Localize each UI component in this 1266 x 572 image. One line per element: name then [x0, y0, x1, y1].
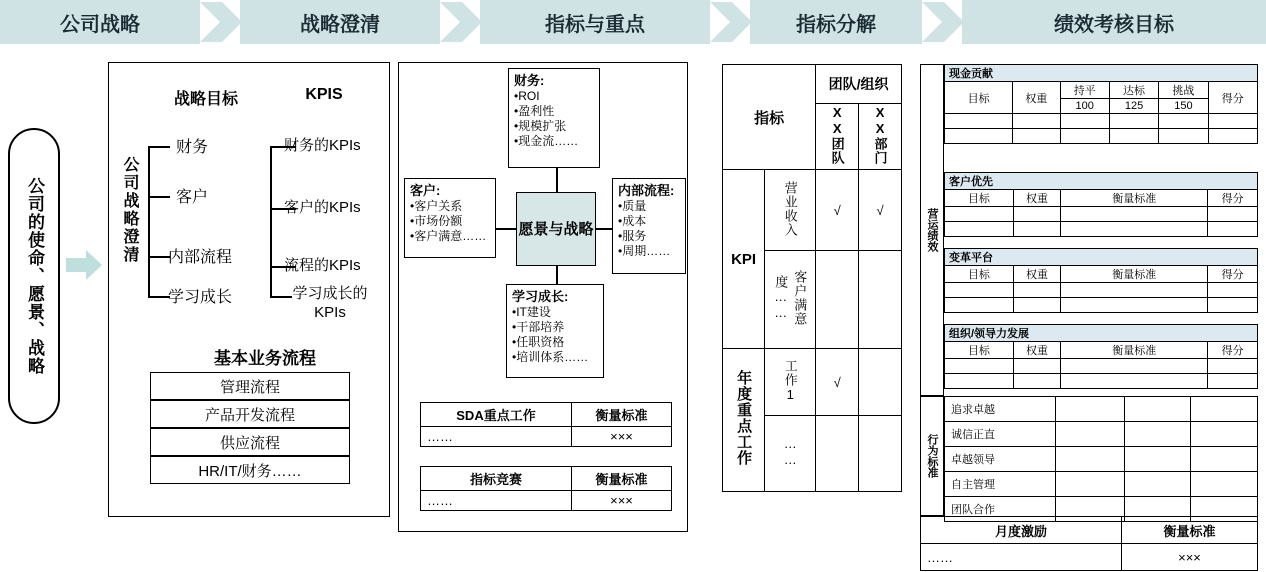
behavior-4: 自主管理 [945, 472, 1056, 497]
banner-step-3 [480, 0, 710, 44]
process-row-3-label: 供应流程 [219, 434, 280, 452]
process-row-2 [150, 400, 350, 428]
learning-item-3: •任职资格 [512, 335, 565, 349]
sda-cell-1: …… [421, 427, 572, 447]
cash-sub-2: 100 [1060, 99, 1109, 114]
banner-step-4 [750, 0, 922, 44]
banner-step-5 [962, 0, 1266, 44]
cust-data-row-2 [945, 222, 1258, 237]
finance-item-3: •规模扩张 [514, 119, 567, 133]
banner-step-2-label: 战略澄清 [300, 13, 380, 36]
behavior-1: 追求卓越 [945, 397, 1056, 422]
contest-data-row [421, 491, 672, 511]
process-banner [0, 0, 1266, 44]
banner-arrow-4-icon [922, 2, 964, 42]
decomp-item-satisfaction [765, 251, 816, 349]
decomp-header-row-1 [723, 65, 902, 104]
mission-vision-strategy-box [8, 128, 60, 424]
trans-h-1: 权重 [1013, 266, 1061, 283]
flow-arrow-icon [66, 250, 102, 280]
trans-data-row-1 [945, 283, 1258, 298]
operational-performance-side [920, 64, 944, 396]
cash-h-4: 挑战 [1159, 82, 1208, 99]
org-data-row-2 [945, 374, 1258, 389]
connector-learning [556, 266, 558, 284]
cash-title: 现金贡献 [945, 65, 1258, 82]
sda-data-row [421, 427, 672, 447]
process-row-1 [150, 372, 350, 400]
panel2-side-label: 公司战略澄清 [121, 156, 138, 264]
cust-header-row [945, 190, 1258, 207]
banner-step-5-label: 绩效考核目标 [1054, 13, 1174, 36]
org-title: 组织/领导力发展 [945, 325, 1258, 342]
trans-h-2: 衡量标准 [1061, 266, 1208, 283]
decomp-col-team-org: 团队/组织 [816, 65, 902, 104]
panel2-goal-1: 财务 [176, 139, 209, 156]
finance-title: 财务: [514, 73, 545, 88]
decomp-item-work1-label: 工作1 [782, 358, 798, 403]
connector-finance [556, 168, 558, 192]
decomp-work1-team: √ [816, 349, 859, 416]
org-title-row [945, 325, 1258, 342]
panel2-kpi-2: 客户的KPIs [284, 199, 361, 216]
internal-item-1: •质量 [618, 199, 647, 213]
operational-performance-label: 营运绩效 [926, 208, 938, 252]
decomp-revenue-team: √ [816, 170, 859, 251]
monthly-header-row [921, 517, 1258, 544]
decomp-item-work2-label: …… [782, 436, 798, 469]
panel2-row1-tick [148, 146, 170, 148]
cash-h-1: 权重 [1013, 82, 1060, 114]
internal-item-4: •周期…… [618, 244, 671, 258]
decomp-item-work2 [765, 416, 816, 492]
behavior-3: 卓越领导 [945, 447, 1056, 472]
contest-cell-1: …… [421, 491, 572, 511]
monthly-header-1: 月度激励 [921, 517, 1122, 544]
org-header-row [945, 342, 1258, 359]
panel2-goal-3: 内部流程 [168, 249, 233, 266]
trans-h-3: 得分 [1208, 266, 1258, 283]
vision-label: 愿景与战略 [518, 220, 594, 238]
cust-title-row [945, 173, 1258, 190]
learning-growth-box [506, 284, 604, 378]
cust-h-2: 衡量标准 [1061, 190, 1208, 207]
banner-arrow-1-icon [200, 2, 242, 42]
customer-item-3: •客户满意…… [410, 229, 487, 243]
decomp-group-annual [723, 349, 765, 492]
decomp-work2-team [816, 416, 859, 492]
behavior-row-3 [945, 447, 1258, 472]
customer-item-1: •客户关系 [410, 199, 463, 213]
contest-header-1: 指标竞赛 [421, 467, 572, 491]
cust-h-1: 权重 [1013, 190, 1061, 207]
decomp-item-satisfaction-label: 客户满意度…… [773, 270, 808, 326]
learning-item-4: •培训体系…… [512, 350, 589, 364]
behavior-row-2 [945, 422, 1258, 447]
sda-cell-2: ××× [572, 427, 672, 447]
panel2-row4-tick [148, 296, 170, 298]
process-row-4-label: HR/IT/财务…… [198, 462, 302, 480]
trans-h-0: 目标 [945, 266, 1014, 283]
metric-contest-table [420, 466, 672, 511]
monthly-data-row [921, 544, 1258, 571]
monthly-incentive-table [920, 516, 1258, 571]
internal-title: 内部流程: [618, 183, 675, 198]
cust-title: 客户优先 [945, 173, 1258, 190]
behavior-5: 团队合作 [945, 497, 1056, 522]
panel2-goal-4: 学习成长 [168, 289, 233, 306]
decomp-col-team [816, 104, 859, 170]
process-row-2-label: 产品开发流程 [204, 406, 295, 424]
cash-h-2: 持平 [1060, 82, 1109, 99]
decomposition-table [722, 64, 902, 492]
cash-h-3: 达标 [1109, 82, 1158, 99]
panel2-row3-tick [148, 256, 170, 258]
internal-item-2: •成本 [618, 214, 647, 228]
decomp-work2-dept [859, 416, 902, 492]
cash-data-row-2 [945, 129, 1258, 144]
decomp-col-dept-label: XX部门 [872, 105, 888, 165]
trans-title: 变革平台 [945, 249, 1258, 266]
banner-step-1-label: 公司战略 [60, 13, 140, 36]
sda-header-row [421, 403, 672, 427]
contest-cell-2: ××× [572, 491, 672, 511]
behavior-standard-label: 行为标准 [926, 434, 938, 478]
customer-item-2: •市场份额 [410, 214, 463, 228]
panel2-kpi-3: 流程的KPIs [284, 257, 361, 274]
behavior-2: 诚信正直 [945, 422, 1056, 447]
decomp-row-kpi-1 [723, 170, 902, 251]
learning-item-2: •干部培养 [512, 320, 565, 334]
org-h-2: 衡量标准 [1061, 342, 1208, 359]
connector-customer [496, 228, 516, 230]
cash-header-row [945, 82, 1258, 99]
banner-step-4-label: 指标分解 [796, 13, 876, 36]
decomp-revenue-dept: √ [859, 170, 902, 251]
trans-title-row [945, 249, 1258, 266]
decomp-item-revenue-label: 营业收入 [782, 180, 798, 237]
section-transformation-platform [944, 248, 1258, 313]
cash-data-row-1 [945, 114, 1258, 129]
section-customer-first [944, 172, 1258, 237]
org-h-3: 得分 [1208, 342, 1258, 359]
behavior-row-1 [945, 397, 1258, 422]
connector-internal [596, 228, 612, 230]
panel2-row4-tick2 [270, 296, 292, 298]
internal-process-box [612, 178, 686, 274]
decomp-group-kpi: KPI [723, 170, 765, 349]
banner-arrow-3-icon [710, 2, 752, 42]
cash-h-0: 目标 [945, 82, 1013, 114]
decomp-col-team-label: XX团队 [829, 105, 845, 165]
cash-sub-3: 125 [1109, 99, 1158, 114]
decomp-group-annual-label: 年度重点工作 [735, 370, 753, 466]
decomp-row-work-1 [723, 349, 902, 416]
behavior-row-4 [945, 472, 1258, 497]
section-org-leadership [944, 324, 1258, 389]
contest-header-row [421, 467, 672, 491]
org-h-1: 权重 [1013, 342, 1061, 359]
panel2-col2-header: KPIS [305, 86, 343, 103]
panel2-kpi-1: 财务的KPIs [284, 137, 361, 154]
cust-h-0: 目标 [945, 190, 1014, 207]
decomp-col-dept [859, 104, 902, 170]
learning-title: 学习成长: [512, 289, 569, 304]
monthly-header-2: 衡量标准 [1122, 517, 1258, 544]
cust-data-row-1 [945, 207, 1258, 222]
process-row-1-label: 管理流程 [219, 378, 280, 396]
section-cash-contribution [944, 64, 1258, 144]
behavior-table [944, 396, 1258, 522]
banner-step-1 [0, 0, 200, 44]
panel2-spine [148, 146, 150, 298]
process-row-3 [150, 428, 350, 456]
finance-item-4: •现金流…… [514, 134, 579, 148]
contest-header-2: 衡量标准 [572, 467, 672, 491]
learning-item-1: •IT建设 [512, 305, 551, 319]
behavior-standard-side [920, 396, 944, 516]
sda-header-2: 衡量标准 [572, 403, 672, 427]
customer-box [404, 178, 496, 258]
sda-key-work-table [420, 402, 672, 447]
monthly-cell-1: …… [921, 544, 1122, 571]
decomp-item-work1 [765, 349, 816, 416]
cash-sub-4: 150 [1159, 99, 1208, 114]
decomp-satisfaction-team [816, 251, 859, 349]
mission-label: 公司的使命、愿景、战略 [25, 177, 44, 375]
process-row-4 [150, 456, 350, 484]
org-h-0: 目标 [945, 342, 1014, 359]
decomp-satisfaction-dept [859, 251, 902, 349]
panel2-process-title: 基本业务流程 [214, 349, 316, 368]
panel2-col1-header: 战略目标 [173, 91, 238, 108]
finance-item-1: •ROI [514, 89, 540, 103]
decomp-work1-dept [859, 349, 902, 416]
panel2-goal-2: 客户 [176, 189, 209, 206]
finance-item-2: •盈利性 [514, 104, 555, 118]
decomp-item-revenue [765, 170, 816, 251]
internal-item-3: •服务 [618, 229, 647, 243]
finance-box [508, 68, 600, 168]
sda-header-1: SDA重点工作 [421, 403, 572, 427]
decomp-col-indicator: 指标 [723, 65, 816, 170]
banner-step-2 [240, 0, 440, 44]
banner-step-3-label: 指标与重点 [545, 13, 645, 36]
customer-title: 客户: [410, 183, 441, 198]
panel2-row2-tick [148, 196, 170, 198]
org-data-row-1 [945, 359, 1258, 374]
cash-title-row [945, 65, 1258, 82]
trans-data-row-2 [945, 298, 1258, 313]
vision-strategy-center [516, 192, 596, 266]
cust-h-3: 得分 [1208, 190, 1258, 207]
trans-header-row [945, 266, 1258, 283]
cash-h-5: 得分 [1208, 82, 1257, 114]
monthly-cell-2: ××× [1122, 544, 1258, 571]
panel2-spine-2 [270, 146, 272, 298]
panel2-kpi-4: 学习成长的KPIs [292, 285, 368, 321]
banner-arrow-2-icon [440, 2, 482, 42]
